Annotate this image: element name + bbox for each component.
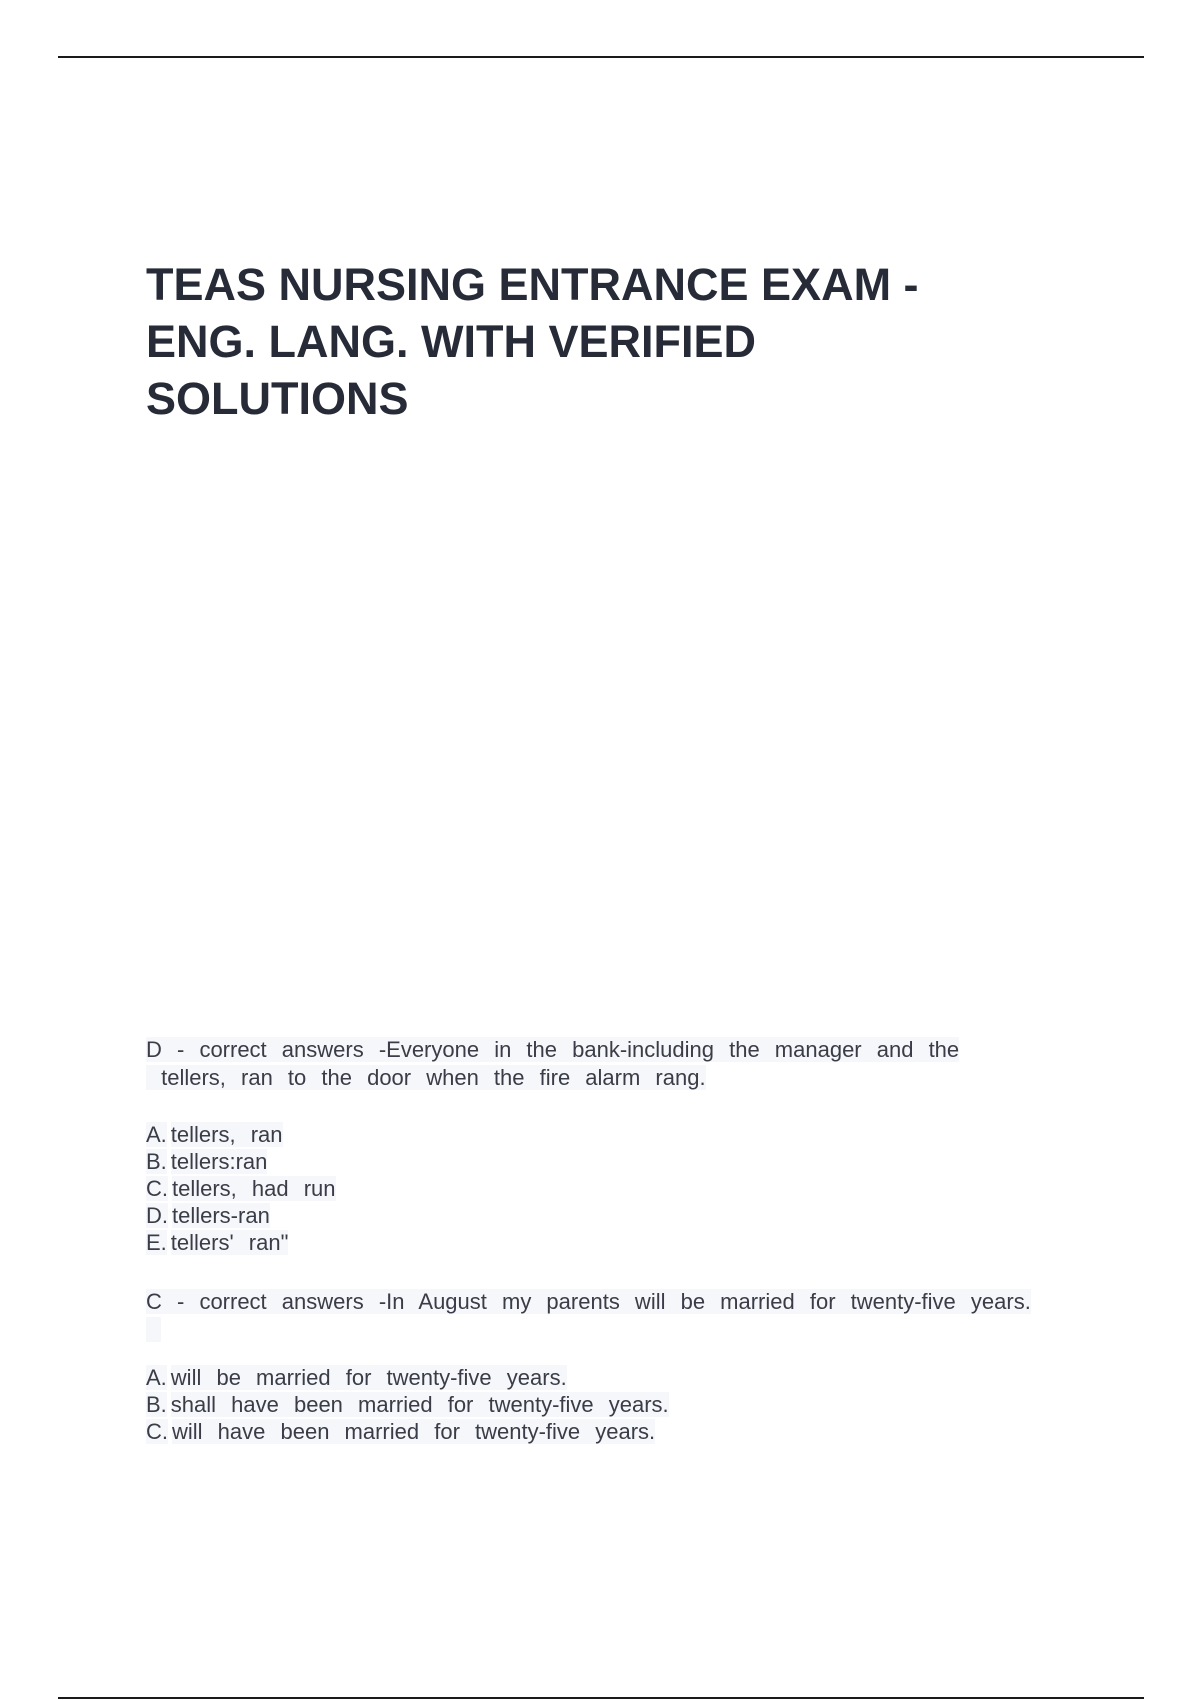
question-2-prompt [146, 1288, 1106, 1344]
option-text: tellers' ran" [170, 1230, 289, 1255]
option-b [146, 1391, 1106, 1418]
option-text: will have been married for twenty-five years. [172, 1419, 656, 1444]
title-line: SOLUTIONS [146, 373, 409, 424]
prompt-line: tellers, ran to the door when the fire alarm rang. [146, 1065, 706, 1090]
option-b [146, 1148, 1106, 1175]
title-line: ENG. LANG. WITH VERIFIED [146, 316, 757, 367]
prompt-line: D - correct answers -Everyone in the bank-including the manager and the [146, 1037, 960, 1062]
top-rule [58, 56, 1144, 58]
option-text: tellers:ran [170, 1149, 268, 1174]
option-text: will be married for twenty-five years. [170, 1365, 567, 1390]
option-letter: A. [146, 1365, 167, 1390]
option-e [146, 1229, 1106, 1256]
option-letter: C. [146, 1176, 168, 1201]
option-c [146, 1175, 1106, 1202]
question-2-options [146, 1364, 1106, 1445]
option-text: shall have been married for twenty-five years. [170, 1392, 669, 1417]
option-text: tellers, had run [172, 1176, 336, 1201]
prompt-line: C - correct answers -In August my parents will be married for twenty-five years. [146, 1289, 1031, 1314]
option-text: tellers, ran [170, 1122, 283, 1147]
document-title [146, 256, 1046, 427]
title-line: TEAS NURSING ENTRANCE EXAM - [146, 259, 919, 310]
bottom-rule [58, 1697, 1144, 1699]
option-letter: A. [146, 1122, 167, 1147]
option-d [146, 1202, 1106, 1229]
question-1-prompt [146, 1036, 1106, 1092]
option-letter: B. [146, 1392, 167, 1417]
option-a [146, 1121, 1106, 1148]
option-text: tellers-ran [172, 1203, 270, 1228]
prompt-line [146, 1317, 161, 1342]
option-letter: B. [146, 1149, 167, 1174]
option-letter: D. [146, 1203, 168, 1228]
option-a [146, 1364, 1106, 1391]
option-letter: E. [146, 1230, 167, 1255]
option-letter: C. [146, 1419, 168, 1444]
question-1-options [146, 1121, 1106, 1256]
option-c [146, 1418, 1106, 1445]
